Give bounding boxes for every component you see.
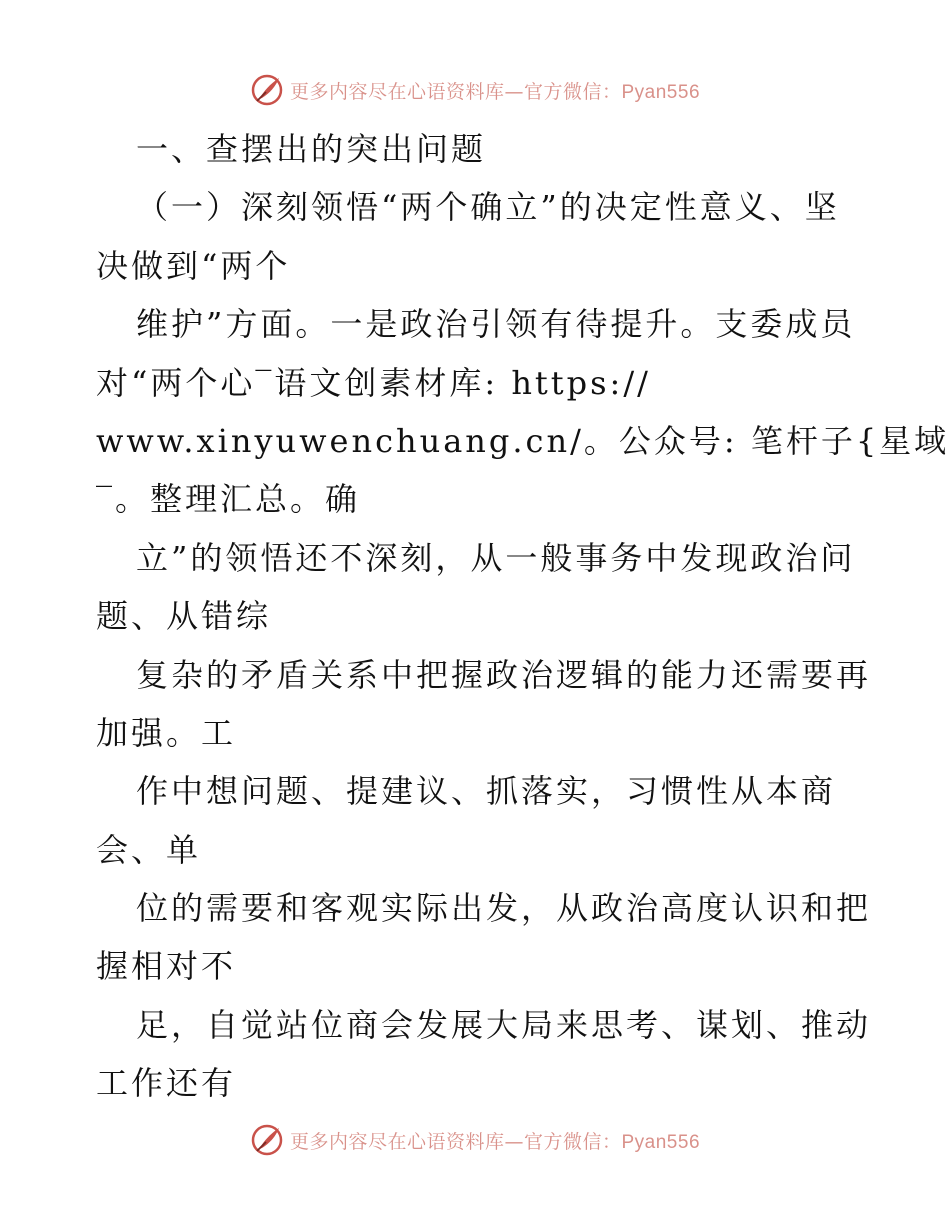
text-line: （一）深刻领悟“两个确立”的决定性意义、坚 — [136, 188, 840, 227]
text-line: 维护”方面。一是政治引领有待提升。支委成员 — [136, 305, 856, 344]
text-line: 立”的领悟还不深刻，从一般事务中发现政治问 — [136, 538, 856, 577]
header-watermark — [0, 70, 950, 110]
document-body — [96, 120, 950, 1113]
text-line: 工作还有 — [96, 1064, 237, 1103]
text-line: 一、查摆出的突出问题 — [136, 130, 487, 168]
watermark-text: 更多内容尽在心语资料库—官方微信：Pyan556 — [289, 80, 701, 103]
text-line: 足，自觉站位商会发展大局来思考、谋划、推动 — [136, 1005, 872, 1044]
text-line: 加强。工 — [96, 713, 237, 752]
text-line: 复杂的矛盾关系中把握政治逻辑的能力还需要再 — [136, 655, 872, 694]
feather-quill-circle-icon — [250, 73, 284, 107]
text-line: 作中想问题、提建议、抓落实，习惯性从本商 — [136, 772, 837, 811]
text-line: 会、单 — [96, 830, 202, 869]
text-line: 握相对不 — [96, 947, 237, 986]
text-line: ‾。整理汇总。确 — [96, 480, 361, 519]
feather-quill-circle-icon — [250, 1123, 284, 1157]
footer-watermark — [0, 1120, 950, 1160]
text-line: 对“两个心‾语文创素材库: https:// — [96, 363, 651, 402]
text-line: 位的需要和客观实际出发，从政治高度认识和把 — [136, 889, 872, 928]
watermark-text: 更多内容尽在心语资料库—官方微信：Pyan556 — [289, 1130, 701, 1153]
text-line: 决做到“两个 — [96, 246, 291, 285]
text-line: 题、从错综 — [96, 597, 272, 636]
text-line: www.xinyuwenchuang.cn/。公众号: 笔杆子{星域 — [96, 421, 950, 460]
